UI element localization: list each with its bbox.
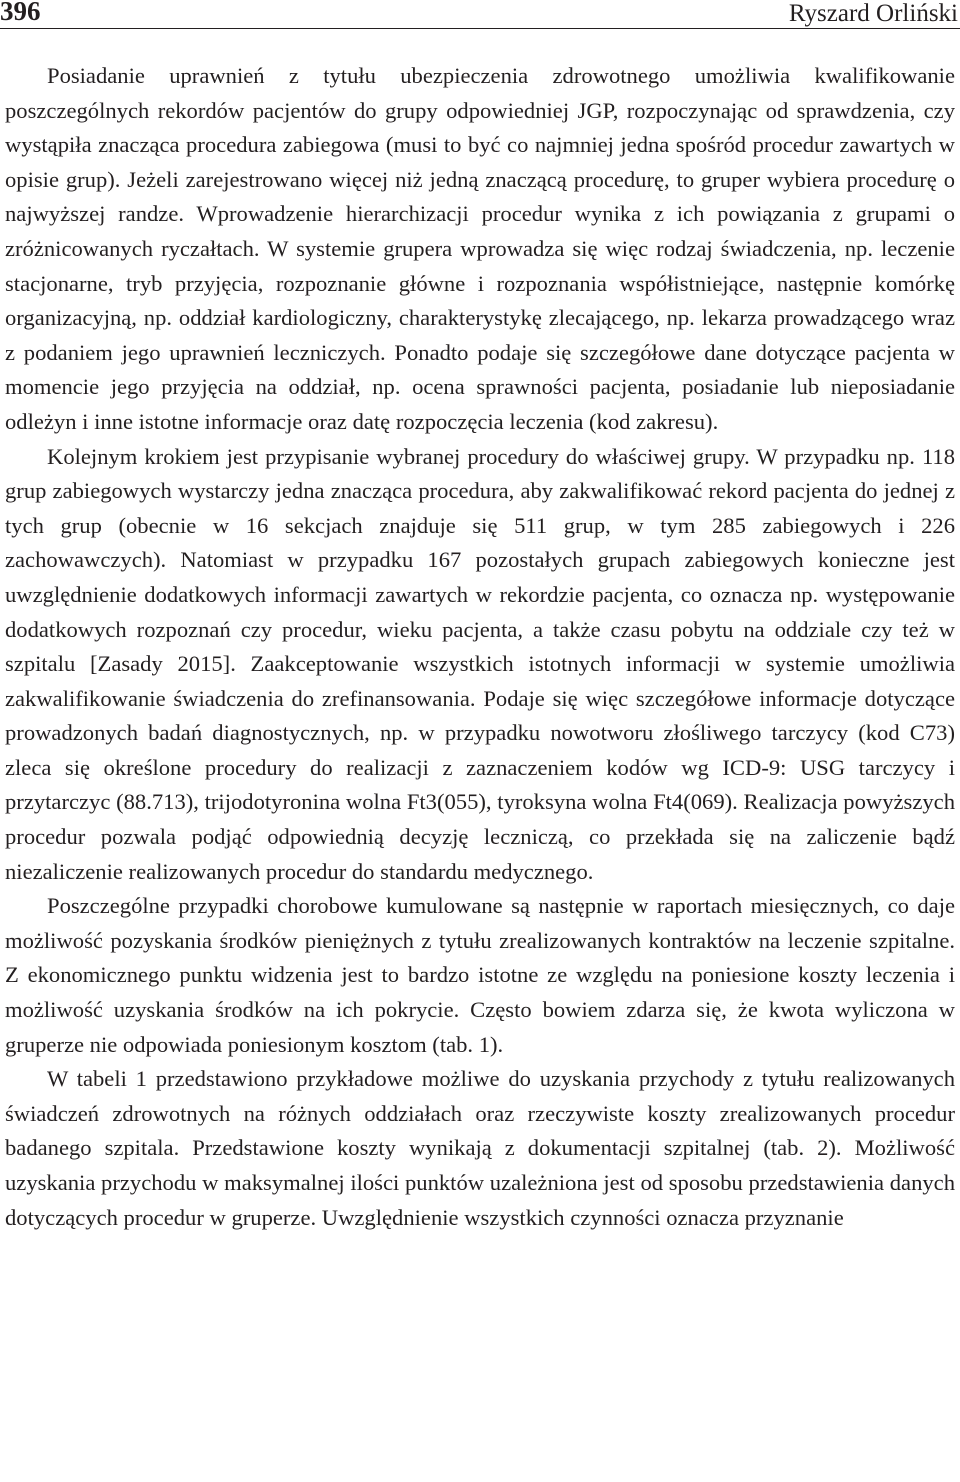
body-text	[5, 59, 955, 1235]
paragraph: W tabeli 1 przedstawiono przykładowe możliwe do uzyskania przychody z tytułu realizowanych świadczeń zdrowotnych na różnych oddziałach oraz rzeczywiste koszty zrealizowanych procedur badanego szpitala. Przedstawione koszty wynikają z dokumentacji szpitalnej (tab. 2). Możliwość uzyskania przychodu w maksymalnej ilości punktów uzależniona jest od sposobu przedstawienia danych dotyczących procedur w gruperze. Uwzględnienie wszystkich czynności oznacza przyznanie	[5, 1066, 955, 1230]
paragraph: Poszczególne przypadki chorobowe kumulowane są następnie w raportach miesięcznych, co daje możliwość pozyskania środków pieniężnych z tytułu zrealizowanych kontraktów na leczenie szpitalne. Z ekonomicznego punktu widzenia jest to bardzo istotne ze względu na poniesione koszty leczenia i możliwość uzyskania środków na ich pokrycie. Często bowiem zdarza się, że kwota wyliczona w gruperze nie odpowiada poniesionym kosztom (tab. 1).	[5, 893, 955, 1057]
paragraph: Kolejnym krokiem jest przypisanie wybranej procedury do właściwej grupy. W przypadku np. 118 grup zabiegowych wystarczy jedna znacząca procedura, aby zakwalifikować rekord pacjenta do jednej z tych grup (obecnie w 16 sekcjach znajduje się 511 grup, w tym 285 zabiegowych i 226 zachowawczych). Natomiast w przypadku 167 pozostałych grupach zabiegowych konieczne jest uwzględnienie dodatkowych informacji zawartych w rekordzie pacjenta, co oznacza np. występowanie dodatkowych rozpoznań czy procedur, wieku pacjenta, a także czasu pobytu na oddziale czy też w szpitalu [Zasady 2015]. Zaakceptowanie wszystkich istotnych informacji w systemie umożliwia zakwalifikowanie świadczenia do zrefinansowania. Podaje się więc szczegółowe informacje dotyczące prowadzonych badań diagnostycznych, np. w przypadku nowotworu złośliwego tarczycy (kod C73) zleca się określone procedury do realizacji z zaznaczeniem kodów wg ICD-9: USG tarczycy i przytarczyc (88.713), trijodotyronina wolna Ft3(055), tyroksyna wolna Ft4(069). Realizacja powyższych procedur pozwala podjąć odpowiednią decyzję leczniczą, co przekłada się na zaliczenie bądź niezaliczenie realizowanych procedur do standardu medycznego.	[5, 443, 955, 884]
page-number: 396	[0, 0, 41, 26]
paragraph: Posiadanie uprawnień z tytułu ubezpieczenia zdrowotnego umożliwia kwalifikowanie poszczególnych rekordów pacjentów do grupy odpowiedniej JGP, rozpoczynając od sprawdzenia, czy wystąpiła znacząca procedura zabiegowa (musi to być co najmniej jedna spośród procedur zawartych w opisie grup). Jeżeli zarejestrowano więcej niż jedną znaczącą procedurę, to gruper wybiera procedurę o najwyższej randze. Wprowadzenie hierarchizacji procedur wynika z ich powiązania z grupami o zróżnicowanych ryczałtach. W systemie grupera wprowadza się więc rodzaj świadczenia, np. leczenie stacjonarne, tryb przyjęcia, rozpoznanie główne i rozpoznania współistniejące, następnie komórkę organizacyjną, np. oddział kardiologiczny, charakterystykę zlecającego, np. lekarza prowadzącego wraz z podaniem jego uprawnień leczniczych. Ponadto podaje się szczegółowe dane dotyczące pacjenta w momencie jego przyjęcia na oddział, np. ocena sprawności pacjenta, posiadanie lub nieposiadanie odleżyn i inne istotne informacje oraz datę rozpoczęcia leczenia (kod zakresu).	[5, 63, 955, 434]
running-head-author: Ryszard Orliński	[788, 0, 958, 27]
running-header	[0, 0, 960, 29]
